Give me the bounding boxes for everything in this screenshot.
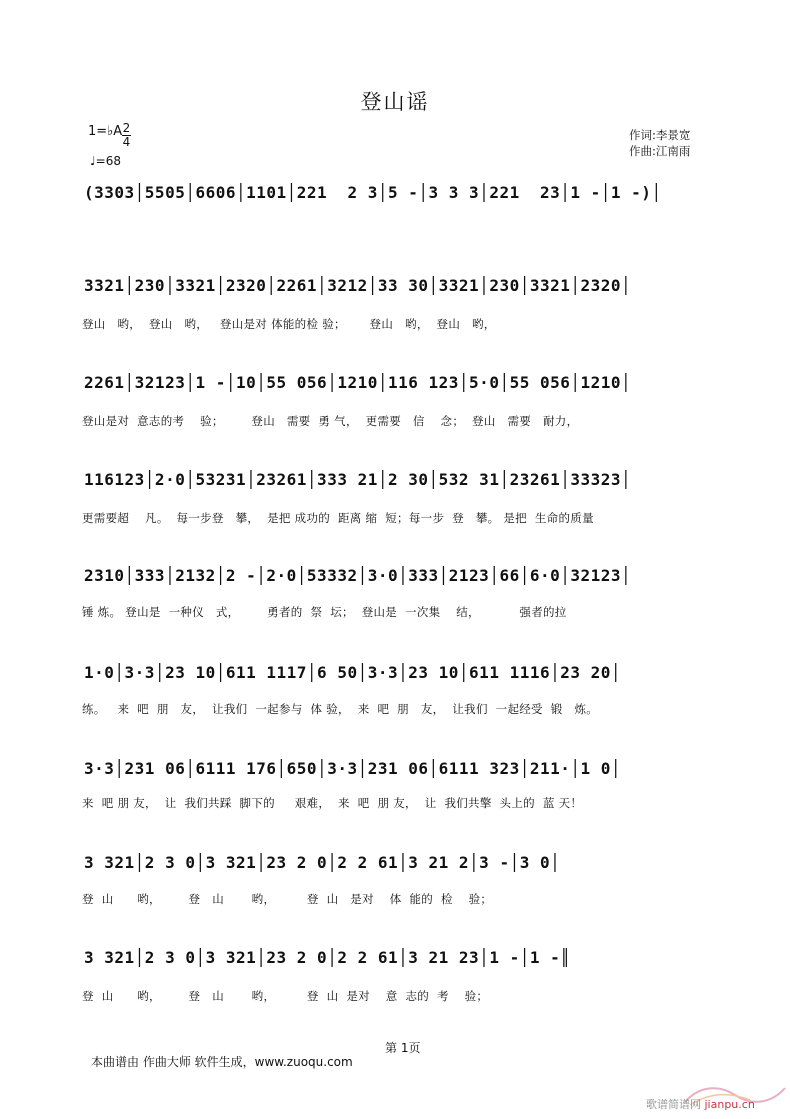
score-row-7: [74, 756, 734, 782]
notation: 3 321│2 3 0│3 321│23 2 0│2 2 61│3 21 2│3 -│3 0│: [84, 853, 561, 872]
lyrics-row-2: 登山 哟， 登山 哟， 登山是对 体能的检 验； 登山 哟， 登山 哟，: [82, 317, 496, 331]
lyricist-credit: 作词:李景宽: [629, 128, 691, 142]
meter-bottom: 4: [122, 135, 131, 149]
lyrics-row-3: 登山是对 意志的考 验； 登山 需要 勇 气， 更需要 信 念； 登山 需要 耐力，: [82, 414, 579, 428]
score-row-3: [74, 370, 734, 396]
score-row-2: [74, 273, 734, 299]
score-row-4: [74, 467, 734, 493]
key-signature: 1=♭A: [88, 124, 123, 139]
notation: 2310│333│2132│2 -│2·0│53332│3·0│333│2123│66│6·0│32123│: [84, 566, 632, 585]
generator-note: 本曲谱由 作曲大师 软件生成，www.zuoqu.com: [91, 1055, 353, 1069]
composer-credit: 作曲:江南雨: [629, 144, 691, 158]
lyrics-row-8: 登 山 哟， 登 山 哟， 登 山 是对 体 能的 检 验；: [82, 892, 493, 906]
lyrics-row-5: 锤 炼。 登山是 一种仪 式， 勇者的 祭 坛； 登山是 一次集 结， 强者的拉: [82, 605, 567, 619]
lyrics-row-4: 更需要超 凡。 每一步登 攀， 是把 成功的 距离 缩 短；每一步 登 攀。 是把 生命的质量: [82, 511, 594, 525]
notation: 3 321│2 3 0│3 321│23 2 0│2 2 61│3 21 23│1 -│1 -║: [84, 948, 571, 967]
time-signature: [122, 122, 131, 149]
score-row-1: [74, 180, 734, 206]
score-row-9: [74, 945, 734, 971]
watermark-text: 歌谱简谱网: [646, 1098, 701, 1111]
lyrics-row-6: 练。 来 吧 朋 友， 让我们 一起参与 体 验， 来 吧 朋 友， 让我们 一起经受 锻 炼。: [82, 702, 599, 716]
watermark-site: jianpu.cn: [704, 1098, 755, 1111]
score-row-6: [74, 660, 734, 686]
notation: 3·3│231 06│6111 176│650│3·3│231 06│6111 323│211·│1 0│: [84, 759, 622, 778]
meter-top: 2: [122, 121, 131, 135]
notation: 116123│2·0│53231│23261│333 21│2 30│532 31│23261│33323│: [84, 470, 632, 489]
notation: 1·0│3·3│23 10│611 1117│6 50│3·3│23 10│611 1116│23 20│: [84, 663, 622, 682]
credits: [629, 127, 690, 159]
notation: (3303│5505│6606│1101│221 2 3│5 -│3 3 3│221 23│1 -│1 -)│: [84, 183, 662, 202]
score-row-8: [74, 850, 734, 876]
notation: 3321│230│3321│2320│2261│3212│33 30│3321│230│3321│2320│: [84, 276, 632, 295]
page-title: 登山谣: [360, 90, 430, 114]
watermark: [646, 1096, 755, 1112]
tempo-marking: ♩=68: [90, 154, 121, 168]
lyrics-row-7: 来 吧 朋 友， 让 我们共踩 脚下的 艰难， 来 吧 朋 友， 让 我们共擎 头上的 蓝 天！: [82, 796, 583, 810]
lyrics-row-9: 登 山 哟， 登 山 哟， 登 山 是对 意 志的 考 验；: [82, 989, 489, 1003]
notation: 2261│32123│1 -│10│55 056│1210│116 123│5·0│55 056│1210│: [84, 373, 632, 392]
score-row-5: [74, 563, 734, 589]
page-number: 第 1页: [385, 1041, 421, 1055]
